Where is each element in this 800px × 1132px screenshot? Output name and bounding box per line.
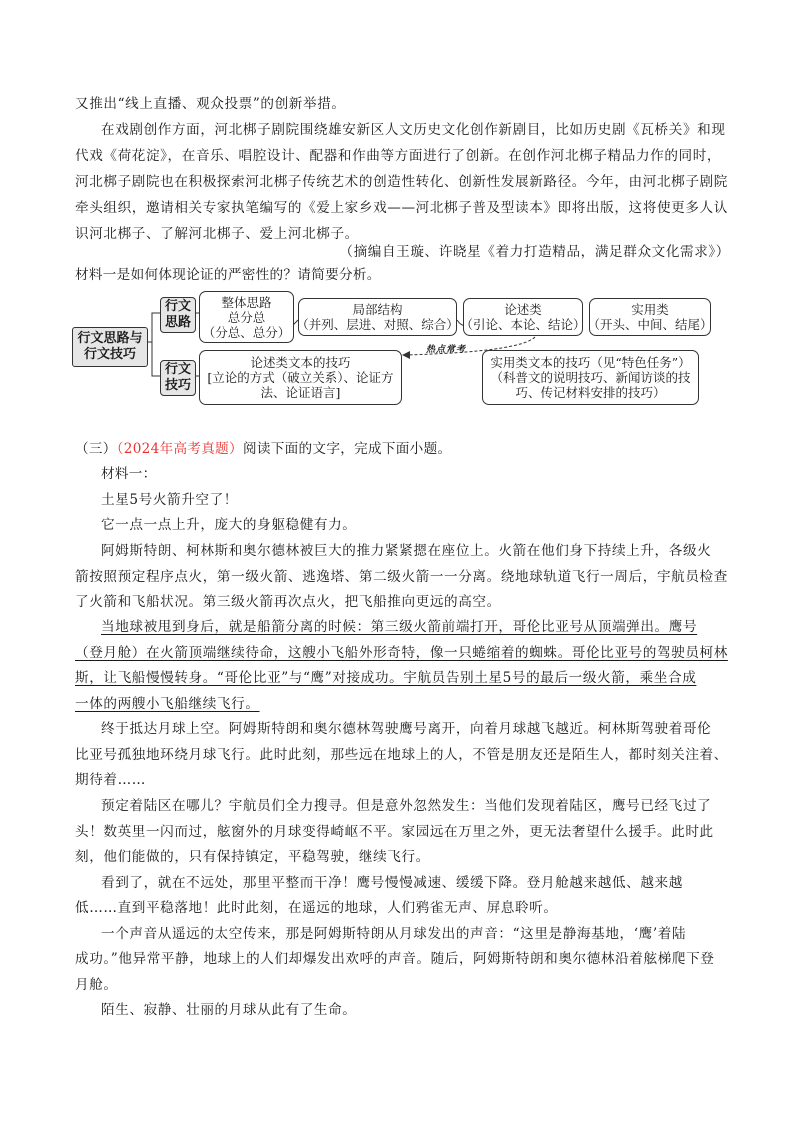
- paragraph-line: 低……直到平稳落地！此时此刻，在遥远的地球，人们鸦雀无声、屏息聆听。: [75, 900, 558, 916]
- paragraph-line: 预定着陆区在哪儿？宇航员们全力搜寻。但是意外忽然发生：当他们发现着陆区，鹰号已经飞过了: [101, 798, 712, 814]
- paragraph-line: 代戏《荷花淀》，在音乐、唱腔设计、配器和作曲等方面进行了创新。在创作河北梆子精品力作的同时，: [75, 148, 722, 164]
- paragraph-line: 陌生、寂静、壮丽的月球从此有了生命。: [101, 1002, 357, 1018]
- node-line: （分总、总分）: [202, 324, 291, 340]
- section-heading: [75, 439, 451, 459]
- root-label-line: 行文技巧: [83, 347, 136, 362]
- material-label: 材料一：: [101, 466, 157, 482]
- node-line: 整体思路: [221, 294, 272, 310]
- paragraph-line: 了火箭和飞船状况。第三级火箭再次点火，把飞船推向更远的高空。: [75, 594, 501, 610]
- node-line: 实用类文本的技巧（见“特色任务”）: [490, 355, 691, 370]
- underlined-line: 当地球被甩到身后，就是船箭分离的时候：第三级火箭前端打开，哥伦比亚号从顶端弹出。鹰号: [101, 619, 698, 635]
- node-argumentative: [460, 298, 586, 336]
- source-note: （摘编自王璇、许晓星《着力打造精品，满足群众文化需求》）: [339, 244, 730, 260]
- paragraph-line: 期待着……: [75, 772, 146, 788]
- node-line: （引论、本论、结论）: [460, 317, 586, 332]
- section-number: （三）: [75, 441, 117, 457]
- branch-label-line: 行文: [164, 299, 191, 314]
- paragraph-line: 在戏剧创作方面，河北梆子剧院围绕雄安新区人文历史文化创作新剧目，比如历史剧《瓦桥关》和现: [101, 122, 726, 138]
- paragraph-line: 头！数英里一闪而过，舷窗外的月球变得崎岖不平。家园远在万里之外，更无法奢望什么援手。此时此: [75, 824, 714, 840]
- paragraph-line: 月舱。: [75, 977, 118, 993]
- node-line: 法、论证语言]: [260, 385, 341, 400]
- paragraph-line: 刻，他们能做的，只有保持镇定，平稳驾驶，继续飞行。: [75, 849, 430, 865]
- branch-label-line: 思路: [164, 315, 191, 330]
- node-overall-structure: [199, 291, 294, 343]
- paragraph-line: 它一点一点上升，庞大的身躯稳健有力。: [101, 517, 357, 533]
- paragraph-line: 识河北梆子、了解河北梆子、爱上河北梆子。: [75, 226, 359, 242]
- question-text: 材料一是如何体现论证的严密性的？请简要分析。: [75, 267, 381, 283]
- handwritten-note: 热点常考: [426, 345, 467, 355]
- exam-tag: （2024年高考真题）: [116, 441, 243, 457]
- paragraph-line: 比亚号孤独地环绕月球飞行。此时此刻，那些远在地球上的人，不管是朋友还是陌生人，都时刻关注着、: [75, 747, 728, 763]
- root-label-line: 行文思路与: [77, 331, 143, 346]
- paragraph-line: 牵头组织，邀请相关专家执笔编写的《爱上家乡戏——河北梆子普及型读本》即将出版，这将使更多人认: [75, 200, 728, 216]
- branch-label-line: 行文: [164, 362, 191, 377]
- paragraph-line: 一个声音从遥远的太空传来，那是阿姆斯特朗从月球发出的声音：“这里是静海基地，‘鹰’着陆: [101, 926, 687, 942]
- diagram-root-node: [72, 327, 148, 367]
- section-instruction: 阅读下面的文字，完成下面小题。: [242, 441, 452, 457]
- paragraph-line: 阿姆斯特朗、柯林斯和奥尔德林被巨大的推力紧紧摁在座位上。火箭在他们身下持续上升，各级火: [101, 543, 712, 559]
- node-line: 总分总: [227, 309, 266, 325]
- branch-label-line: 技巧: [164, 378, 191, 393]
- node-line: 巧、传记材料安排的技巧）: [515, 385, 666, 400]
- node-line: （科普文的说明技巧、新闻访谈的技: [490, 370, 691, 385]
- underlined-line: 斯，让飞船慢慢转身。“哥伦比亚”与“鹰”对接成功。宇航员告别土星5号的最后一级火箭，乘坐合成: [75, 670, 697, 686]
- node-line: 局部结构: [352, 302, 403, 317]
- branch-node-technique: [160, 360, 196, 396]
- branch-node-structure: [160, 297, 196, 333]
- paragraph-line: 箭按照预定程序点火，第一级火箭、逃逸塔、第二级火箭一一分离。绕地球轨道飞行一周后，宇航员检查: [75, 569, 728, 585]
- node-line: （开头、中间、结尾）: [587, 317, 713, 332]
- paragraph-line: 终于抵达月球上空。阿姆斯特朗和奥尔德林驾驶鹰号离开，向着月球越飞越近。柯林斯驾驶着哥伦: [101, 721, 712, 737]
- underlined-line: （登月舱）在火箭顶端继续待命，这艘小飞船外形奇特，像一只蜷缩着的蜘蛛。哥伦比亚号的驾驶员柯林: [75, 645, 728, 661]
- paragraph-line: 土星5号火箭升空了！: [101, 492, 238, 508]
- node-argumentative-technique: [199, 350, 402, 405]
- node-line: 实用类: [631, 302, 669, 317]
- paragraph-line: 河北梆子剧院也在积极探索河北梆子传统艺术的创造性转化、创新性发展新路径。今年，由河北梆子剧院: [75, 174, 728, 190]
- node-line: （并列、层进、对照、综合）: [296, 317, 459, 332]
- underlined-line: 一体的两艘小飞船继续飞行。: [75, 696, 260, 712]
- node-practical-technique: [482, 350, 699, 405]
- node-practical: [589, 298, 711, 336]
- node-local-structure: [298, 298, 457, 336]
- paragraph-line: 成功。”他异常平静，地球上的人们却爆发出欢呼的声音。随后，阿姆斯特朗和奥尔德林沿着舷梯爬下登: [75, 951, 715, 967]
- node-line: [立论的方式（破立关系）、论证方: [207, 370, 394, 385]
- node-line: 论述类: [504, 302, 542, 317]
- node-line: 论述类文本的技巧: [250, 355, 351, 370]
- paragraph-line: 又推出“线上直播、观众投票”的创新举措。: [75, 96, 346, 112]
- paragraph-line: 看到了，就在不远处，那里平整而干净！鹰号慢慢减速、缓缓下降。登月舱越来越低、越来越: [101, 875, 683, 891]
